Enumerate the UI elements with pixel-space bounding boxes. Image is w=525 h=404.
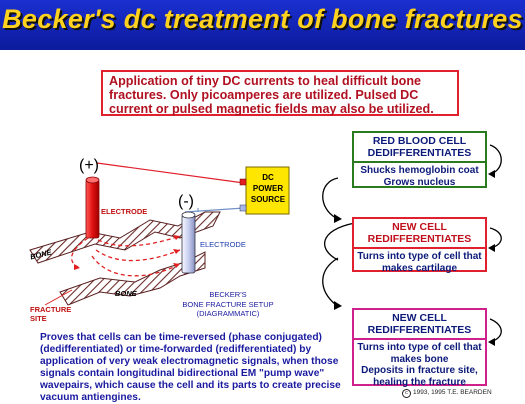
- bone-left-label: BONE: [29, 247, 53, 262]
- stage-2-title-line-1: NEW CELL: [392, 221, 447, 233]
- stage-2-title: [354, 219, 485, 247]
- stage-2-body-line-1: Turns into type of cell that: [357, 251, 482, 262]
- stage-flow-connectors: [323, 178, 355, 305]
- positive-wire: [97, 163, 244, 183]
- stage-3-body-line-3: Deposits in fracture site,: [361, 365, 478, 376]
- fracture-site-line-2: SITE: [30, 314, 47, 323]
- electrode-left-label: ELECTRODE: [101, 207, 148, 216]
- stage-1-body-line-2: Grows nucleus: [383, 176, 456, 188]
- fracture-site-label: [30, 305, 71, 323]
- stage-new-cell-bone: [352, 308, 487, 386]
- stage-3-title-line-1: NEW CELL: [392, 312, 447, 324]
- dc-source-line-2: POWER: [252, 184, 284, 193]
- dc-power-source-label: [249, 172, 287, 205]
- stage-1-body-line-1: Shucks hemoglobin coat: [360, 165, 479, 176]
- stage-new-cell-cartilage: [352, 217, 487, 272]
- negative-label: (-): [178, 193, 194, 210]
- stage-1-title-line-2: DEDIFFERENTIATES: [367, 147, 472, 159]
- dc-source-line-3: SOURCE: [250, 195, 286, 204]
- stage-3-body-line-2: makes bone: [390, 353, 449, 365]
- stage-3-body-line-1: Turns into type of cell that: [357, 342, 482, 353]
- proves-paragraph: Proves that cells can be time-reversed (phase conjugated) (dedifferentiated) or time-forwarded (redifferentiated) by application of very weak electromagnetic signals, when those signals contain longitudinal bidirectional EM "pump wave" wavepairs, which cause the cell and its parts to create precise vacuum antiengines.: [40, 332, 341, 403]
- intro-box: Application of tiny DC currents to heal difficult bone fractures. Only picoamperes are utilized. Pulsed DC current or pulsed magnetic fields may also be utilized.: [101, 70, 459, 116]
- negative-terminal: [240, 205, 246, 211]
- dc-source-line-1: DC: [262, 173, 274, 182]
- setup-caption: [168, 290, 288, 319]
- electrode-right-label: ELECTRODE: [200, 240, 246, 249]
- copyright-icon: c: [402, 389, 411, 398]
- stage-2-title-line-2: REDIFFERENTIATES: [367, 233, 472, 245]
- stage-3-body: [354, 338, 485, 390]
- fracture-site-line-1: FRACTURE: [30, 305, 72, 314]
- bone-right-label: BONE: [115, 289, 137, 298]
- copyright-notice: [402, 389, 492, 398]
- setup-caption-line-1: BECKER'S: [209, 290, 247, 299]
- stage-1-title: [354, 133, 485, 161]
- stage-1-body: [354, 161, 485, 190]
- positive-electrode: [86, 180, 99, 238]
- stage-2-body-line-2: makes cartilage: [381, 262, 458, 274]
- positive-label: (+): [79, 157, 99, 174]
- stage-3-title: [354, 310, 485, 338]
- copyright-text: 1993, 1995 T.E. BEARDEN: [413, 389, 492, 396]
- setup-caption-line-3: (DIAGRAMMATIC): [196, 309, 260, 318]
- page-title: Becker's dc treatment of bone fractures: [2, 4, 523, 34]
- stage-3-title-line-2: REDIFFERENTIATES: [367, 324, 472, 336]
- stage-2-body: [354, 247, 485, 276]
- setup-caption-line-2: BONE FRACTURE SETUP: [182, 299, 274, 309]
- stage-3-body-line-4: healing the fracture: [373, 376, 466, 388]
- negative-electrode: [182, 215, 195, 273]
- positive-terminal: [240, 179, 246, 185]
- stage-rbc-dedifferentiates: [352, 131, 487, 188]
- stage-1-title-line-1: RED BLOOD CELL: [372, 135, 467, 147]
